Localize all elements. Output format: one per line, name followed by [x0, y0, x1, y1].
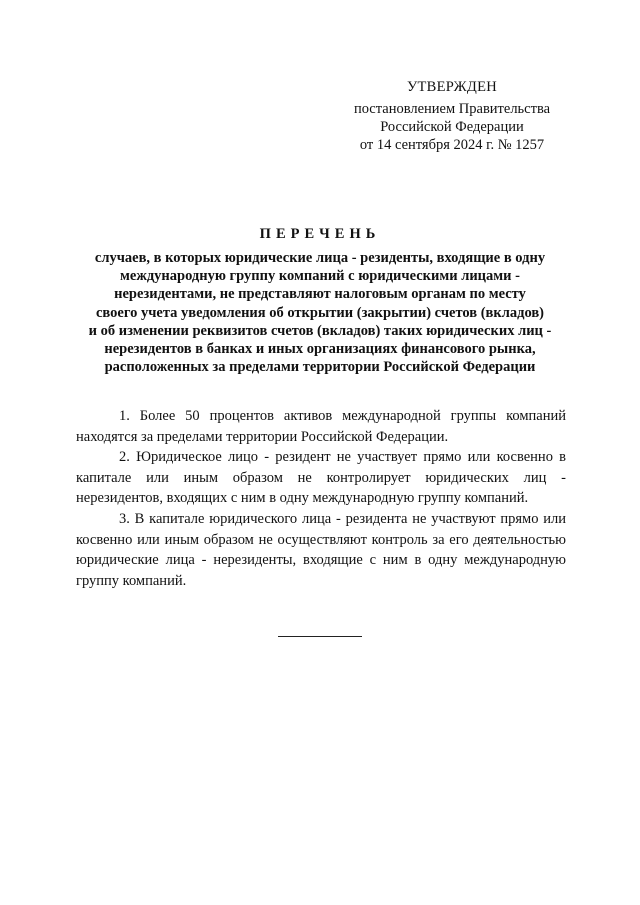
document-title: ПЕРЕЧЕНЬ [259, 226, 381, 242]
subtitle-line: своего учета уведомления об открытии (закрытии) счетов (вкладов) [96, 304, 544, 321]
approval-line-3: от 14 сентября 2024 г. № 1257 [359, 137, 545, 153]
end-divider [278, 636, 362, 637]
approval-block [344, 78, 560, 154]
subtitle-line: случаев, в которых юридические лица - резиденты, входящие в одну [94, 250, 546, 266]
subtitle-line: нерезидентами, не представляют налоговым органам по месту [114, 286, 526, 303]
document-body [76, 406, 566, 591]
list-item: 1. Более 50 процентов активов международной группы компаний находятся за пределами территории Российской Федерации. [76, 408, 566, 445]
approval-line-1: постановлением Правительства [353, 101, 551, 117]
subtitle-line: международную группу компаний с юридическими лицами - [120, 268, 520, 285]
approval-line-2: Российской Федерации [380, 119, 524, 135]
list-item: 2. Юридическое лицо - резидент не участвует прямо или косвенно в капитале или иным образом не контролирует юридических лиц - нерезидентов, входящих с ним в одну международную группу компаний. [76, 449, 566, 507]
list-item: 3. В капитале юридического лица - резидента не участвуют прямо или косвенно или иным образом не осуществляют контроль за его деятельностью юридические лица - нерезиденты, входящие с ним в одну международную группу компаний. [76, 510, 566, 589]
subtitle-line: нерезидентов в банках и иных организациях финансового рынка, [104, 341, 536, 358]
subtitle-line: расположенных за пределами территории Российской Федерации [104, 359, 536, 376]
subtitle-line: и об изменении реквизитов счетов (вкладов) таких юридических лиц - [88, 322, 552, 339]
document-subtitle [70, 249, 570, 376]
approval-status: УТВЕРЖДЕН [406, 79, 498, 95]
